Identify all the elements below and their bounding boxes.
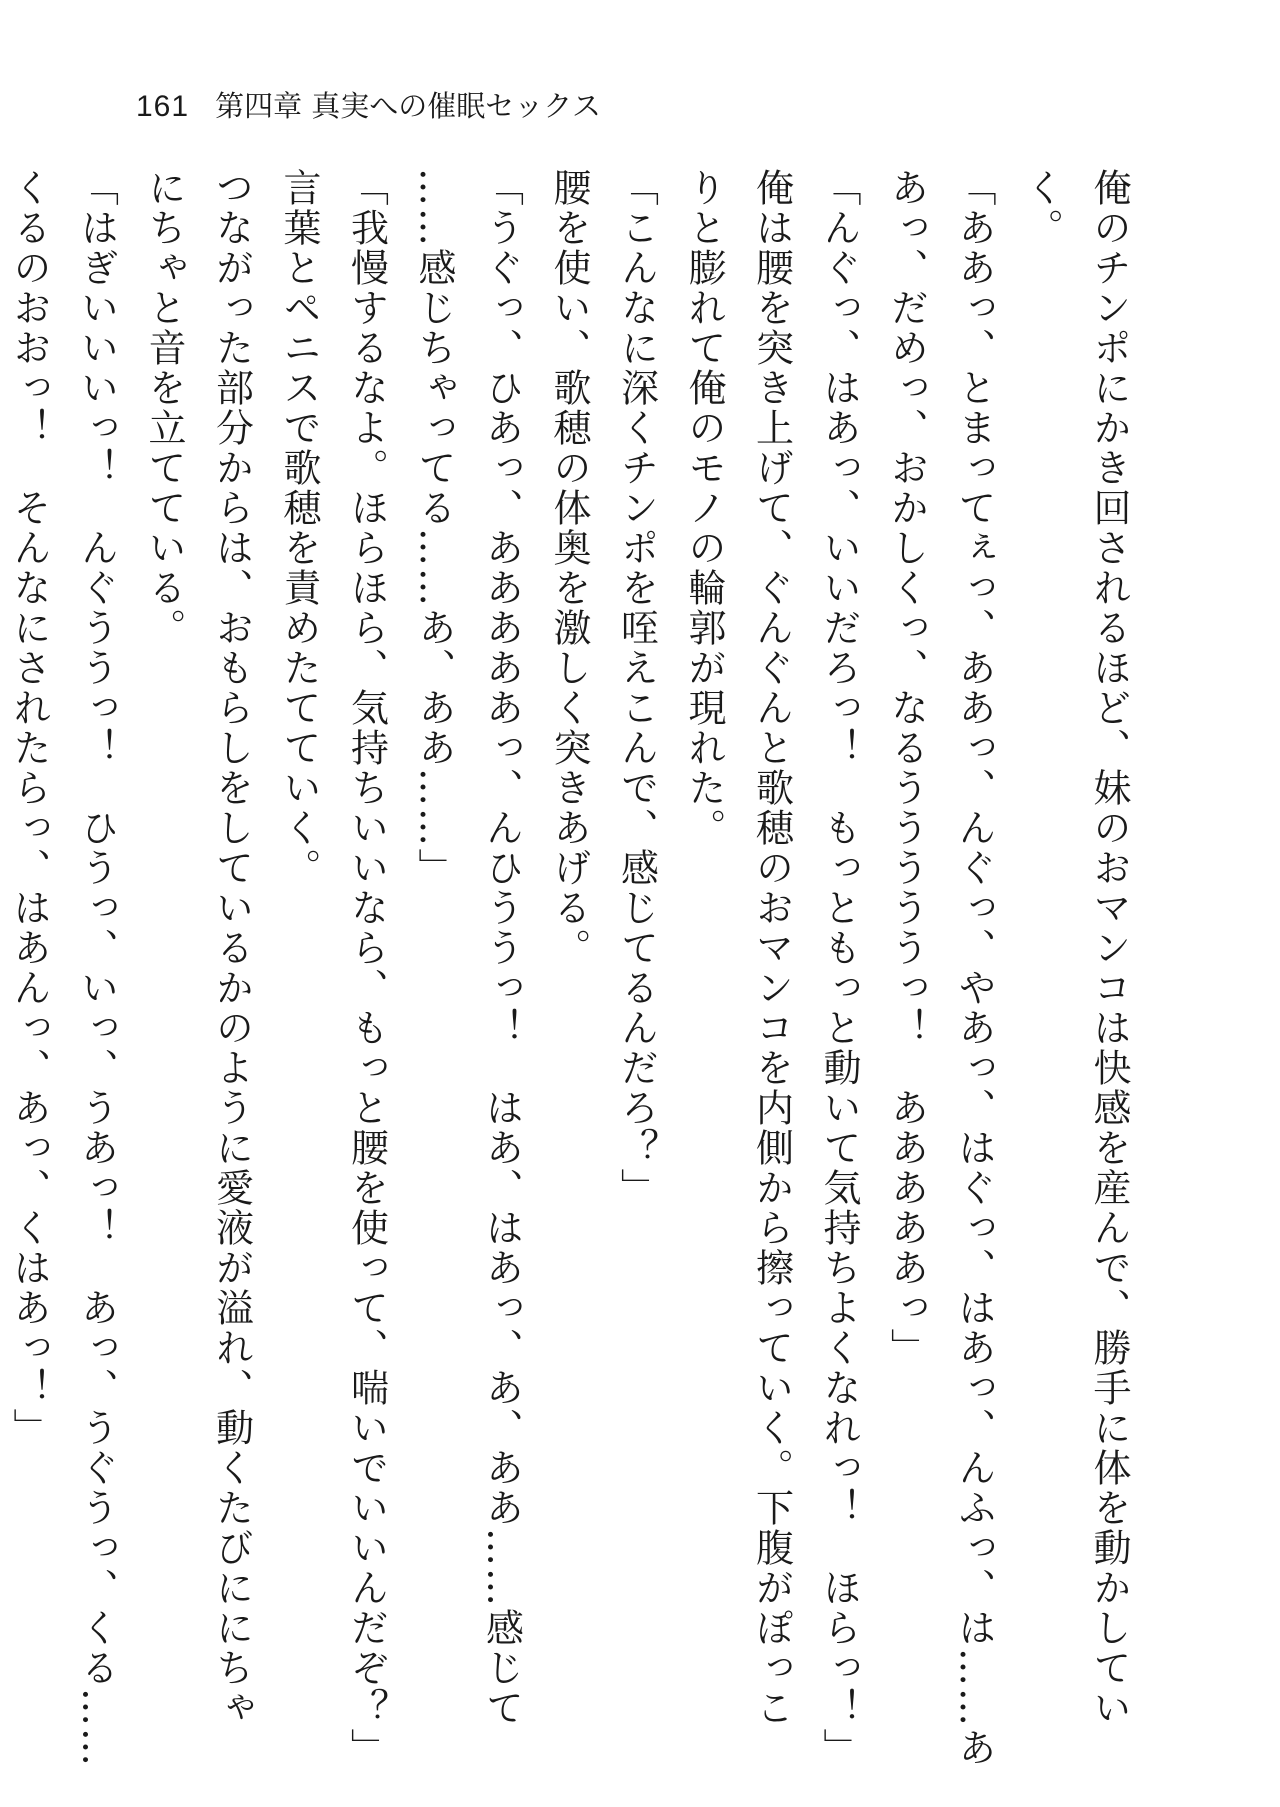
text-line: 「こんなに深くチンポを咥えこんで、感じてるんだろ？」	[614, 168, 659, 1208]
text-line: 「んぐっ、はあっ、いいだろっ！ もっともっと動いて気持ちよくなれっ！ ほらっ！」	[817, 168, 861, 1768]
page-header	[136, 84, 601, 130]
text-line: 俺は腰を突き上げて、ぐんぐんと歌穂のおマンコを内側から擦っていく。下腹がぽっこ	[749, 168, 794, 1728]
text-line: 腰を使い、歌穂の体奥を激しく突きあげる。	[547, 168, 591, 968]
page-number: 161	[136, 90, 190, 123]
text-line: りと膨れて俺のモノの輪郭が現れた。	[682, 168, 726, 848]
text-line: く。	[1019, 168, 1064, 248]
text-line: 「ああっ、とまってぇっ、ああっ、んぐっ、やあっ、はぐっ、はあっ、んふっ、は……あ	[952, 168, 996, 1768]
chapter-title: 第四章 真実への催眠セックス	[215, 89, 601, 123]
text-line: 言葉とペニスで歌穂を責めたてていく。	[277, 168, 321, 888]
text-line: つながった部分からは、おもらしをしているかのように愛液が溢れ、動くたびににちゃ	[209, 168, 254, 1728]
text-line: 「我慢するなよ。ほらほら、気持ちいいなら、もっと腰を使って、喘いでいいんだぞ？」	[344, 168, 389, 1768]
text-line: にちゃと音を立てている。	[142, 168, 186, 648]
text-line: 俺のチンポにかき回されるほど、妹のおマンコは快感を産んで、勝手に体を動かしてい	[1087, 168, 1131, 1728]
vertical-body-text	[7, 168, 1142, 1768]
text-line: 「うぐっ、ひあっ、あああああっ、んひううっ！ はあ、はあっ、あ、ああ……感じて	[479, 168, 524, 1728]
text-line: くるのおおっ！ そんなにされたらっ、はあんっ、あっ、くはあっ！」	[7, 168, 51, 1448]
text-line: ……感じちゃってる……あ、ああ……」	[412, 168, 456, 888]
text-line: 「はぎいいいっ！ んぐううっ！ ひうっ、いっ、うあっ！ あっ、うぐうっ、くる……	[74, 168, 119, 1768]
text-line: あっ、だめっ、おかしくっ、なるうううううっ！ あああああっ」	[884, 168, 929, 1368]
